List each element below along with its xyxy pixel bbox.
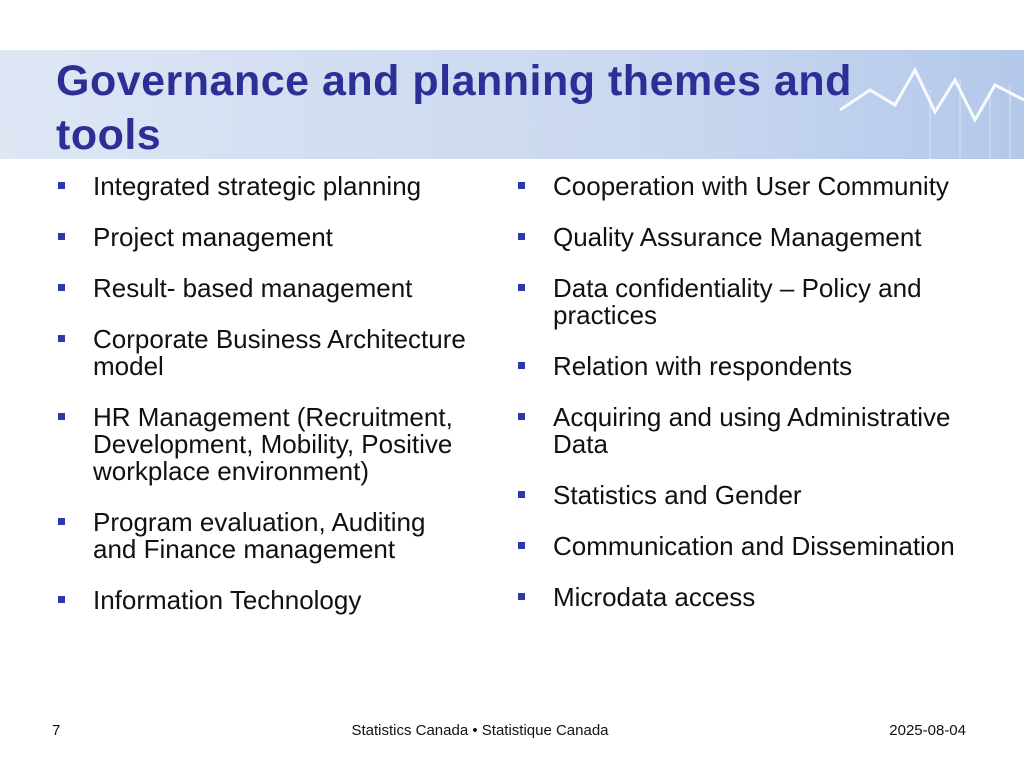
- list-item-text: Information Technology: [93, 585, 362, 615]
- list-item-text: Result- based management: [93, 273, 413, 303]
- list-item: [516, 275, 986, 329]
- list-item: [516, 533, 986, 560]
- list-item-text: Project management: [93, 222, 333, 252]
- list-item: [56, 224, 476, 251]
- list-item-text: Cooperation with User Community: [553, 171, 949, 201]
- footer-date: 2025-08-04: [889, 722, 966, 739]
- list-item-text: Relation with respondents: [553, 351, 853, 381]
- list-item: [516, 224, 986, 251]
- list-item-text: Corporate Business Architecture model: [93, 324, 466, 381]
- square-bullet-icon: [58, 284, 65, 291]
- list-item: [56, 275, 476, 302]
- list-item-text: Data confidentiality – Policy and practices: [553, 273, 922, 330]
- list-item: [516, 482, 986, 509]
- square-bullet-icon: [518, 413, 525, 420]
- square-bullet-icon: [58, 182, 65, 189]
- list-item-text: HR Management (Recruitment, Development, Mobility, Positive workplace environment): [93, 402, 453, 486]
- page-number: 7: [52, 722, 61, 739]
- list-item-text: Quality Assurance Management: [553, 222, 922, 252]
- square-bullet-icon: [518, 542, 525, 549]
- square-bullet-icon: [518, 284, 525, 291]
- square-bullet-icon: [58, 518, 65, 525]
- list-item: [516, 584, 986, 611]
- square-bullet-icon: [58, 233, 65, 240]
- square-bullet-icon: [518, 491, 525, 498]
- square-bullet-icon: [518, 362, 525, 369]
- list-item: [56, 173, 476, 200]
- square-bullet-icon: [518, 233, 525, 240]
- list-item-text: Communication and Dissemination: [553, 531, 955, 561]
- list-item-text: Statistics and Gender: [553, 480, 802, 510]
- list-item: [56, 326, 476, 380]
- list-item: [56, 509, 476, 563]
- slide-title: Governance and planning themes and tools: [56, 57, 852, 159]
- square-bullet-icon: [58, 413, 65, 420]
- square-bullet-icon: [58, 335, 65, 342]
- left-bullet-list: [56, 173, 476, 638]
- footer-agency: Statistics Canada • Statistique Canada: [351, 722, 609, 739]
- square-bullet-icon: [518, 182, 525, 189]
- right-bullet-list: [516, 173, 986, 635]
- list-item: [516, 173, 986, 200]
- list-item: [56, 587, 476, 614]
- list-item-text: Acquiring and using Administrative Data: [553, 402, 951, 459]
- list-item-text: Integrated strategic planning: [93, 171, 422, 201]
- list-item: [516, 353, 986, 380]
- square-bullet-icon: [58, 596, 65, 603]
- list-item: [56, 404, 476, 485]
- list-item-text: Microdata access: [553, 582, 756, 612]
- list-item: [516, 404, 986, 458]
- square-bullet-icon: [518, 593, 525, 600]
- list-item-text: Program evaluation, Auditing and Finance management: [93, 507, 426, 564]
